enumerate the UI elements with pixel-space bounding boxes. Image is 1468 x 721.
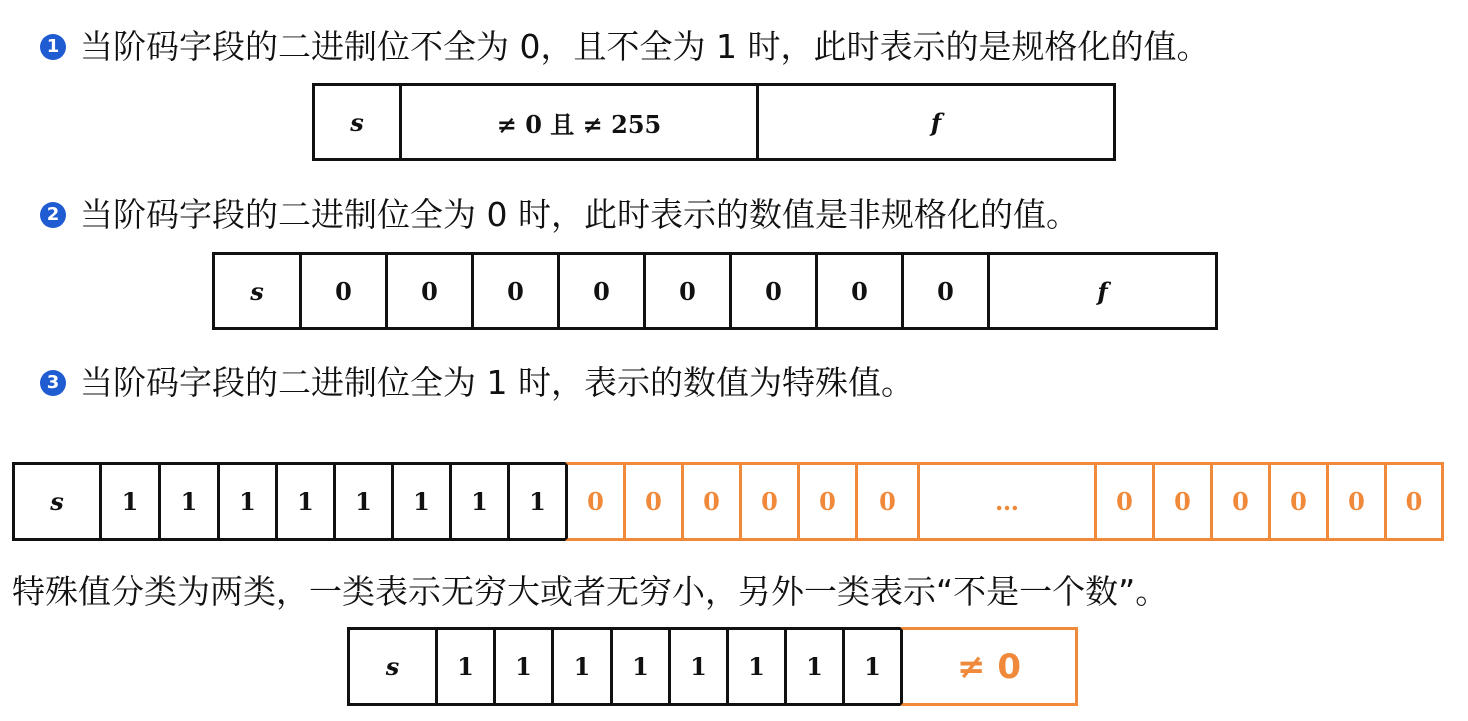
- number-one-icon: 1: [40, 34, 66, 60]
- nonzero-fraction-cell: ≠ 0: [900, 627, 1078, 706]
- exponent-bit-cell: 0: [299, 252, 385, 330]
- case1-text: 当阶码字段的二进制位不全为 0，且不全为 1 时，此时表示的是规格化的值。: [80, 27, 1210, 66]
- exponent-bit-cell: 1: [333, 462, 391, 541]
- exponent-bit-cell: 1: [493, 627, 551, 706]
- sign-cell: s: [347, 627, 435, 706]
- exponent-bit-cell: 1: [784, 627, 842, 706]
- fraction-bit-cell: 0: [1268, 462, 1326, 541]
- exponent-bit-cell: 1: [551, 627, 610, 706]
- case1-heading: [40, 27, 1209, 67]
- sign-cell: s: [212, 252, 299, 330]
- exponent-bit-cell: 0: [729, 252, 815, 330]
- special-values-text: 特殊值分类为两类，一类表示无穷大或者无穷小，另外一类表示“不是一个数”。: [12, 572, 1169, 611]
- case3-text: 当阶码字段的二进制位全为 1 时，表示的数值为特殊值。: [80, 363, 914, 402]
- number-two-icon: 2: [40, 202, 66, 228]
- exponent-bit-cell: 1: [158, 462, 217, 541]
- exponent-bit-cell: 1: [99, 462, 158, 541]
- exponent-bit-cell: 1: [449, 462, 507, 541]
- case3-heading: [40, 363, 914, 403]
- exponent-bit-cell: 0: [471, 252, 557, 330]
- case2-bit-layout: [212, 252, 1218, 330]
- fraction-bit-cell: 0: [681, 462, 739, 541]
- exponent-bit-cell: 0: [643, 252, 729, 330]
- fraction-bit-cell: 0: [623, 462, 681, 541]
- fraction-bit-cell: 0: [1326, 462, 1384, 541]
- exponent-bit-cell: 0: [385, 252, 471, 330]
- exponent-bit-cell: 1: [610, 627, 668, 706]
- exponent-bit-cell: 1: [275, 462, 333, 541]
- case1-bit-layout: [312, 83, 1116, 161]
- fraction-bit-cell: 0: [739, 462, 797, 541]
- fraction-bit-cell: 0: [1210, 462, 1268, 541]
- fraction-bit-cell: 0: [855, 462, 917, 541]
- exponent-bit-cell: 0: [901, 252, 987, 330]
- exponent-bit-cell: 1: [507, 462, 565, 541]
- case3-bit-layout: [12, 462, 1444, 541]
- fraction-cell: f: [756, 83, 1116, 161]
- exponent-bit-cell: 0: [815, 252, 901, 330]
- sign-cell: s: [312, 83, 399, 161]
- sign-cell: s: [12, 462, 99, 541]
- fraction-bit-cell: 0: [565, 462, 623, 541]
- exponent-bit-cell: 0: [557, 252, 643, 330]
- fraction-cell: f: [987, 252, 1218, 330]
- exponent-bit-cell: 1: [842, 627, 900, 706]
- fraction-bit-cell: 0: [797, 462, 855, 541]
- exponent-bit-cell: 1: [726, 627, 784, 706]
- case2-heading: [40, 195, 1079, 235]
- fraction-bit-cell: 0: [1152, 462, 1210, 541]
- exponent-bit-cell: 1: [217, 462, 275, 541]
- case2-text: 当阶码字段的二进制位全为 0 时，此时表示的数值是非规格化的值。: [80, 195, 1079, 234]
- exponent-bit-cell: 1: [435, 627, 493, 706]
- exponent-cell: ≠ 0 且 ≠ 255: [399, 83, 756, 161]
- exponent-bit-cell: 1: [668, 627, 726, 706]
- number-three-icon: 3: [40, 370, 66, 396]
- nan-bit-layout: [347, 627, 1078, 706]
- ellipsis-cell: …: [917, 462, 1094, 541]
- fraction-bit-cell: 0: [1094, 462, 1152, 541]
- fraction-bit-cell: 0: [1384, 462, 1444, 541]
- exponent-bit-cell: 1: [391, 462, 449, 541]
